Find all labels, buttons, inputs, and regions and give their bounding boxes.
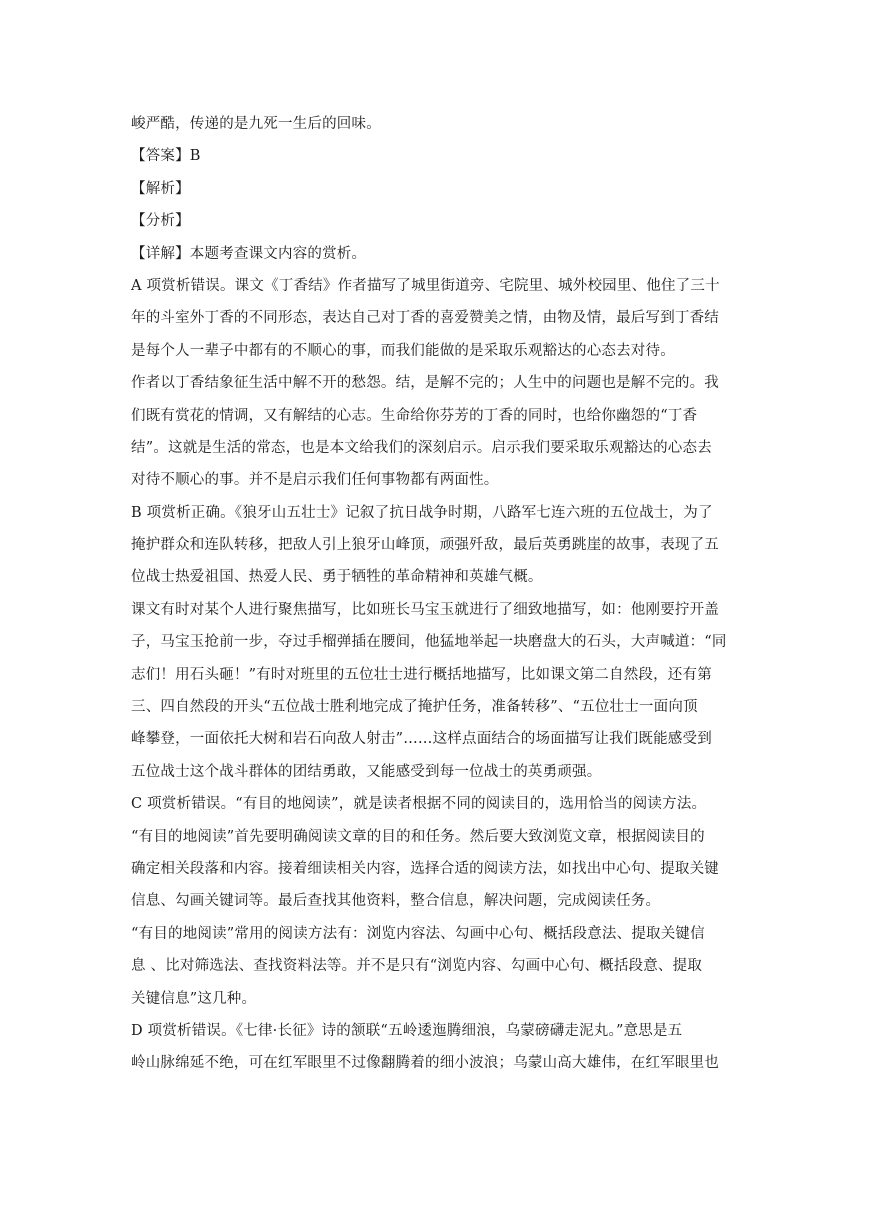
text-line: 息 、比对筛选法、查找资料法等。并不是只有“浏览内容、勾画中心句、概括段意、提取 [131,958,703,975]
text-line: A 项赏析错误。课文《丁香结》作者描写了城里街道旁、宅院里、城外校园里、他住了三十 [131,277,720,294]
text-line: 年的斗室外丁香的不同形态，表达自己对丁香的喜爱赞美之情，由物及情，最后写到丁香结 [131,310,719,327]
text-line: 三、四自然段的开头“五位战士胜利地完成了掩护任务，准备转移”、“五位壮士一面向顶 [131,699,698,716]
text-line: 信息、勾画关键词等。最后查找其他资料，整合信息，解决问题，完成阅读任务。 [131,893,661,910]
document-page [131,108,739,1080]
answer-line: 【答案】B [131,148,201,165]
text-line: 位战士热爱祖国、热爱人民、勇于牺牲的革命精神和英雄气概。 [131,569,543,586]
text-line: 峻严酷，传递的是九死一生后的回味。 [131,116,381,132]
text-line: D 项赏析错误。《七律·长征》诗的颔联“五岭逶迤腾细浪，乌蒙磅礴走泥丸。”意思是五 [131,1022,683,1039]
text-line: 岭山脉绵延不绝，可在红军眼里不过像翻腾着的细小波浪；乌蒙山高大雄伟，在红军眼里也 [131,1055,719,1072]
breakdown-heading: 【分析】 [131,213,190,230]
text-line: “有目的地阅读”常用的阅读方法有：浏览内容法、勾画中心句、概括段意法、提取关键信 [131,925,705,942]
text-line: 对待不顺心的事。并不是启示我们任何事物都有两面性。 [131,472,499,489]
text-line: 子，马宝玉抢前一步，夺过手榴弹插在腰间，他猛地举起一块磨盘大的石头，大声喊道：“同 [131,634,727,651]
text-line: 作者以丁香结象征生活中解不开的愁怨。结，是解不完的；人生中的问题也是解不完的。我 [131,375,719,392]
analysis-heading: 【解析】 [131,180,190,197]
text-line: 是每个人一辈子中都有的不顺心的事，而我们能做的是采取乐观豁达的心态去对待。 [131,342,675,359]
detail-heading: 【详解】本题考查课文内容的赏析。 [131,245,367,262]
text-line: 峰攀登，一面依托大树和岩石向敌人射击”……这样点面结合的场面描写让我们既能感受到 [131,731,712,748]
text-line: 志们！用石头砸！”有时对班里的五位壮士进行概括地描写，比如课文第二自然段，还有第 [131,666,712,683]
text-line: 课文有时对某个人进行聚焦描写，比如班长马宝玉就进行了细致地描写，如：他刚要拧开盖 [131,601,719,618]
text-line: C 项赏析错误。“有目的地阅读”，就是读者根据不同的阅读目的，选用恰当的阅读方法。 [131,796,707,813]
text-line: “有目的地阅读”首先要明确阅读文章的目的和任务。然后要大致浏览文章，根据阅读目的 [131,828,705,845]
text-line: B 项赏析正确。《狼牙山五壮士》记叙了抗日战争时期，八路军七连六班的五位战士，为了 [131,504,713,521]
text-line: 掩护群众和连队转移，把敌人引上狼牙山峰顶，顽强歼敌，最后英勇跳崖的故事，表现了五 [131,537,719,554]
text-line: 五位战士这个战斗群体的团结勇敢，又能感受到每一位战士的英勇顽强。 [131,763,602,780]
text-line: 确定相关段落和内容。接着细读相关内容，选择合适的阅读方法，如找出中心句、提取关键 [131,860,719,877]
text-line: 关键信息”这几种。 [131,990,257,1007]
text-line: 结”。这就是生活的常态，也是本文给我们的深刻启示。启示我们要采取乐观豁达的心态去 [131,439,712,456]
text-line: 们既有赏花的情调，又有解结的心志。生命给你芬芳的丁香的同时，也给你幽怨的“丁香 [131,407,698,424]
